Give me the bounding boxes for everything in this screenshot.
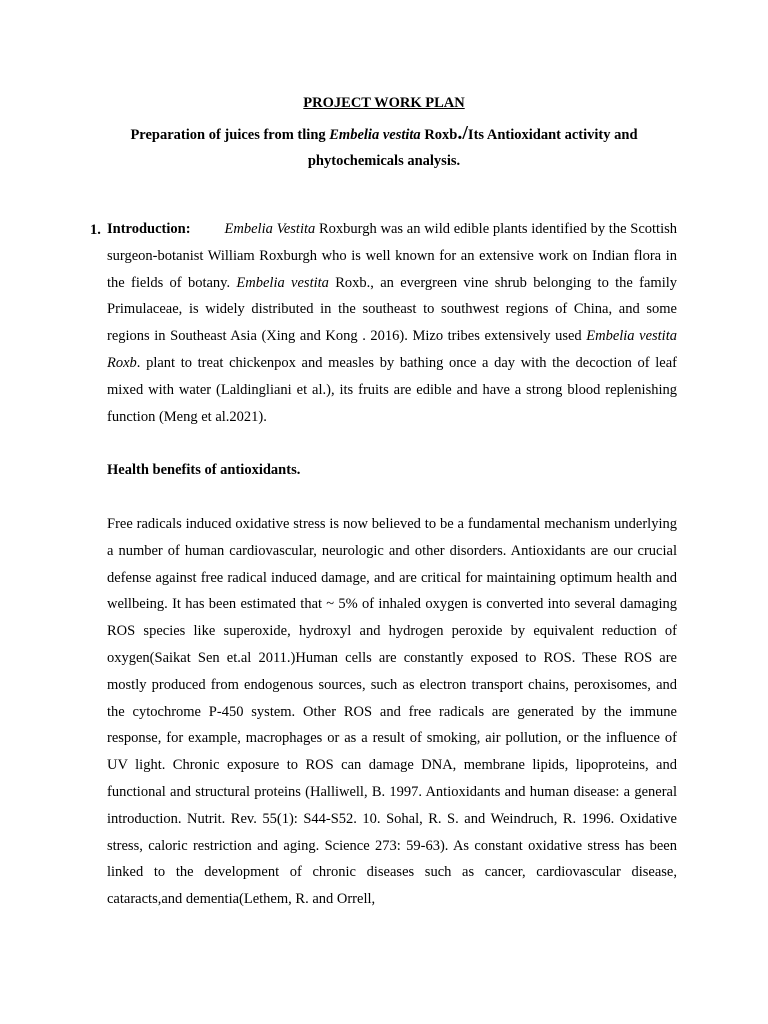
intro-text-1: Roxburgh was an wild edible plants identified by the Scottish surgeon-botanist William Roxburgh who is well known for an extensive work on Indian flora in the fields of botany. (107, 221, 677, 291)
intro-species-3: Embelia vestita Roxb (107, 328, 677, 371)
subtitle-part1: Preparation of juices from tling (130, 127, 330, 143)
subtitle-part3: Its Antioxidant activity and (467, 127, 638, 143)
health-benefits-heading: Health benefits of antioxidants. (107, 462, 301, 478)
document-subtitle-line2: phytochemicals analysis. (307, 153, 461, 169)
intro-text-2: Roxb., an evergreen vine shrub belonging to the family Primulaceae, is widely distributed in the southeast to southwest regions of China, and some regions in Southeast Asia (Xing and Kong . 2016). Mizo tribes extensively used (107, 274, 678, 345)
document-title: PROJECT WORK PLAN (303, 95, 465, 111)
intro-paragraph (107, 216, 677, 430)
subtitle-species: Embelia vestita (329, 127, 421, 143)
intro-species-2: Embelia vestita (236, 274, 329, 291)
intro-section-number: 1. (90, 222, 101, 238)
free-radicals-paragraph: Free radicals induced oxidative stress is now believed to be a fundamental mechanism underlying a number of human cardiovascular, neurologic and other disorders. Antioxidants are our crucial defense against free radical induced damage, and are critical for maintaining optimum health and wellbeing. It has been estimated that ~ 5% of inhaled oxygen is converted into several damaging ROS species like superoxide, hydroxyl and hydrogen peroxide by equivalent reduction of oxygen(Saikat Sen et.al 2011.)Human cells are constantly exposed to ROS. These ROS are mostly produced from endogenous sources, such as electron transport chains, peroxisomes, and the cytochrome P-450 system. Other ROS and free radicals are generated by the immune response, for example, macrophages or as a result of smoking, air pollution, or the influence of UV light. Chronic exposure to ROS can damage DNA, membrane lipids, lipoproteins, and functional and structural proteins (Halliwell, B. 1997. Antioxidants and human disease: a general introduction. Nutrit. Rev. 55(1): S44-S52. 10. Sohal, R. S. and Weindruch, R. 1996. Oxidative stress, caloric restriction and aging. Science 273: 59-63). As constant oxidative stress has been linked to the development of chronic diseases such as cancer, cardiovascular disease, cataracts,and dementia(Lethem, R. and Orrell, (107, 516, 677, 908)
subtitle-slash: / (462, 122, 468, 144)
subtitle-part2: Roxb (420, 127, 458, 143)
intro-species-1: Embelia Vestita (224, 221, 316, 237)
subtitle-dot: . (457, 122, 463, 144)
document-subtitle-line1 (0, 123, 768, 145)
intro-text-3: . plant to treat chickenpox and measles by bathing once a day with the decoction of leaf mixed with water (Laldingliani et al.), its fruits are edible and have a strong blood replenishing function (Meng et al.2021). (107, 354, 677, 425)
intro-label: Introduction: (107, 221, 191, 237)
